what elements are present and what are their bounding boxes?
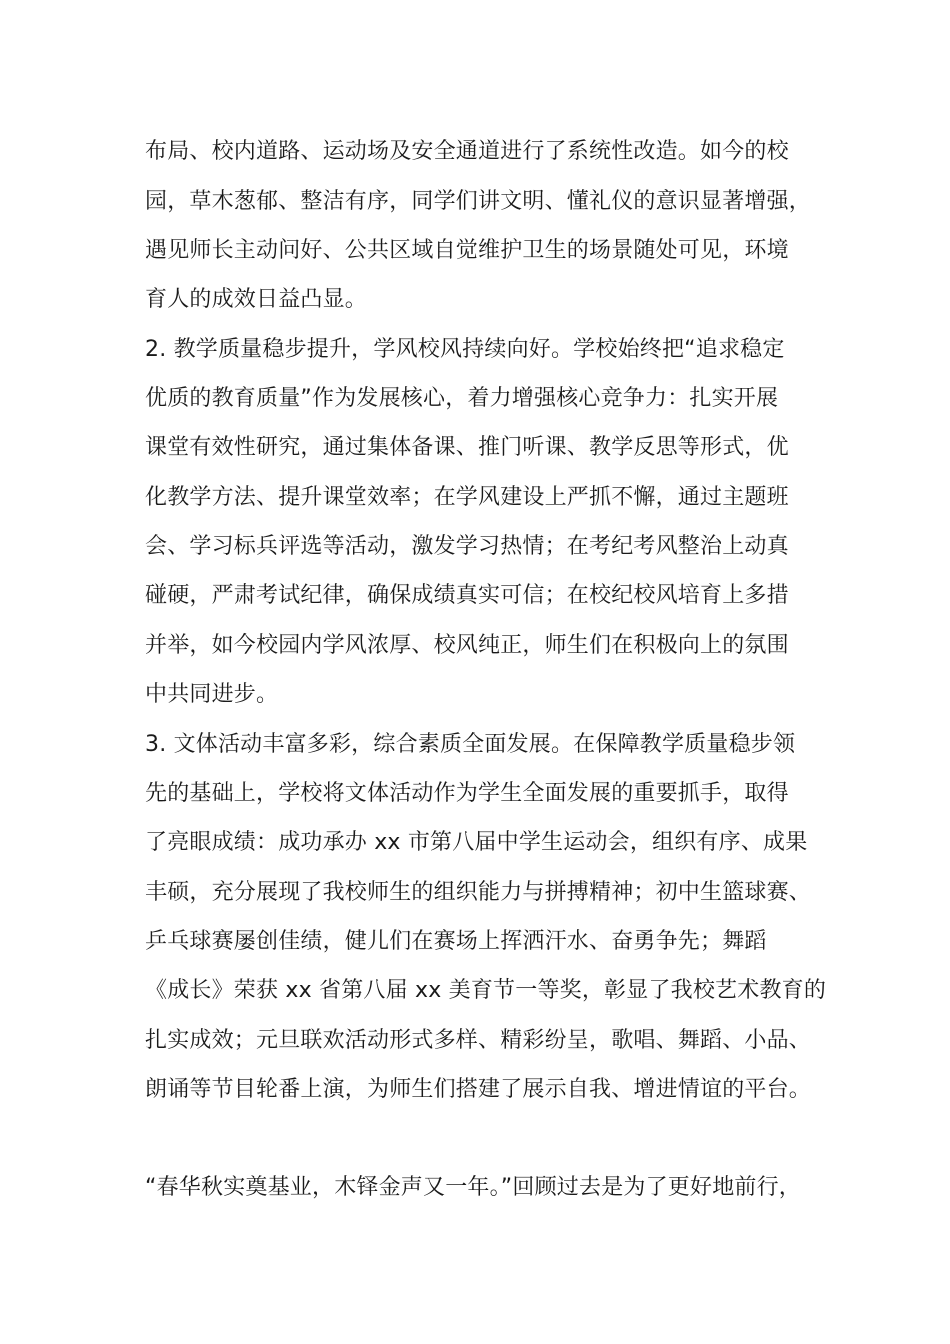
text-line: 3. 文体活动丰富多彩，综合素质全面发展。在保障教学质量稳步领: [145, 732, 796, 757]
text-line: 布局、校内道路、运动场及安全通道进行了系统性改造。如今的校: [145, 139, 789, 164]
text-line: 乒乓球赛屡创佳绩，健儿们在赛场上挥洒汗水、奋勇争先；舞蹈: [145, 929, 767, 954]
text-line: “春华秋实奠基业，木铎金声又一年。”回顾过去是为了更好地前行，: [145, 1175, 801, 1200]
text-line: 中共同进步。: [145, 682, 279, 707]
text-line: 朗诵等节目轮番上演，为师生们搭建了展示自我、增进情谊的平台。: [145, 1077, 812, 1102]
text-line: 课堂有效性研究，通过集体备课、推门听课、教学反思等形式，优: [145, 435, 789, 460]
text-line: 丰硕，充分展现了我校师生的组织能力与拼搏精神；初中生篮球赛、: [145, 880, 812, 905]
text-line: 遇见师长主动问好、公共区域自觉维护卫生的场景随处可见，环境: [145, 238, 789, 263]
text-line: 园，草木葱郁、整洁有序，同学们讲文明、懂礼仪的意识显著增强，: [145, 189, 812, 214]
text-line: 育人的成效日益凸显。: [145, 287, 368, 312]
text-line: 扎实成效；元旦联欢活动形式多样、精彩纷呈，歌唱、舞蹈、小品、: [145, 1028, 812, 1053]
text-line: 化教学方法、提升课堂效率；在学风建设上严抓不懈，通过主题班: [145, 485, 789, 510]
text-line: 先的基础上，学校将文体活动作为学生全面发展的重要抓手，取得: [145, 781, 789, 806]
text-line: 《成长》荣获 xx 省第八届 xx 美育节一等奖，彰显了我校艺术教育的: [145, 978, 827, 1003]
text-line: 2. 教学质量稳步提升，学风校风持续向好。学校始终把“追求稳定: [145, 337, 785, 362]
text-line: 会、学习标兵评选等活动，激发学习热情；在考纪考风整治上动真: [145, 534, 789, 559]
text-line: 优质的教育质量”作为发展核心，着力增强核心竞争力：扎实开展: [145, 386, 779, 411]
text-line: 并举，如今校园内学风浓厚、校风纯正，师生们在积极向上的氛围: [145, 633, 789, 658]
text-line: 了亮眼成绩：成功承办 xx 市第八届中学生运动会，组织有序、成果: [145, 830, 808, 855]
text-line: 碰硬，严肃考试纪律，确保成绩真实可信；在校纪校风培育上多措: [145, 583, 789, 608]
